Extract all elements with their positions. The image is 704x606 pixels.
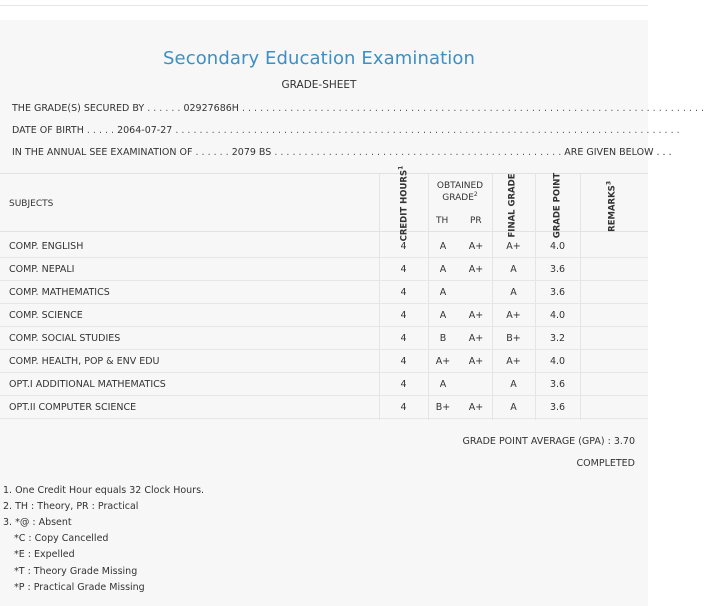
- th-cell: A: [439, 287, 447, 298]
- final-cell: A: [510, 287, 517, 298]
- credit-cell: 4: [400, 310, 407, 321]
- final-cell: A+: [506, 356, 521, 367]
- final-grade-header: FINAL GRADE: [507, 173, 518, 238]
- obtained-grade-header: OBTAINED GRADE$^2$: [436, 181, 484, 203]
- detail-label: IN THE ANNUAL SEE EXAMINATION OF: [12, 147, 193, 158]
- detail-label: THE GRADE(S) SECURED BY: [12, 103, 145, 114]
- table-row: [0, 304, 648, 327]
- grade-point-header: GRADE POINT: [552, 172, 563, 239]
- gp-cell: 4.0: [549, 310, 566, 321]
- gp-cell: 3.6: [549, 264, 566, 275]
- gp-cell: 3.6: [549, 287, 566, 298]
- table-row: [0, 350, 648, 373]
- credit-cell: 4: [400, 287, 407, 298]
- pr-cell: A+: [468, 241, 484, 252]
- pr-cell: A+: [468, 310, 484, 321]
- detail-trail: ARE GIVEN BELOW . . .: [564, 147, 672, 158]
- detail-label: DATE OF BIRTH: [12, 125, 84, 136]
- th-header: TH: [436, 216, 449, 226]
- remarks-header: REMARKS$^3$: [605, 180, 618, 232]
- note-item: *E : Expelled: [14, 549, 75, 560]
- th-cell: A: [439, 264, 447, 275]
- dob-value: 2064-07-27: [117, 125, 173, 136]
- subject-cell: COMP. MATHEMATICS: [9, 287, 110, 298]
- credit-cell: 4: [400, 241, 407, 252]
- gp-cell: 3.6: [549, 402, 566, 413]
- table-row: [0, 281, 648, 304]
- subjects-header: SUBJECTS: [9, 199, 54, 209]
- pr-cell: A+: [468, 264, 484, 275]
- th-cell: B: [439, 333, 447, 344]
- credit-cell: 4: [400, 402, 407, 413]
- gp-cell: 3.2: [549, 333, 566, 344]
- note-item: *T : Theory Grade Missing: [14, 566, 138, 577]
- table-row: [0, 327, 648, 350]
- subject-cell: COMP. ENGLISH: [9, 241, 84, 252]
- note-item: *C : Copy Cancelled: [14, 533, 109, 544]
- th-cell: A: [439, 241, 447, 252]
- credit-cell: 4: [400, 356, 407, 367]
- credit-cell: 4: [400, 264, 407, 275]
- gpa-summary: GRADE POINT AVERAGE (GPA) : 3.70: [462, 436, 635, 447]
- note-item: 1. One Credit Hour equals 32 Clock Hours.: [3, 485, 205, 496]
- final-cell: A+: [506, 241, 521, 252]
- note-item: 2. TH : Theory, PR : Practical: [3, 501, 139, 512]
- note-item: *P : Practical Grade Missing: [14, 582, 145, 593]
- symbol-number-value: 02927686H: [183, 103, 239, 114]
- grade-sheet: [0, 20, 704, 606]
- credit-hours-header: CREDIT HOURS$^1$: [397, 165, 410, 242]
- pr-cell: A+: [468, 356, 484, 367]
- detail-secured-by: THE GRADE(S) SECURED BY . . . . . . 02927686H . . . . . . . . . . . . . . . . . . . . . . . . . . . . . . . . . . . . . . . . . . . . . . . . . . . . . . . . . . . . . . . . . . . . . . . . . . . . .: [12, 103, 704, 114]
- grade-sheet-heading: GRADE-SHEET: [281, 79, 357, 91]
- table-row: [0, 258, 648, 281]
- credit-cell: 4: [400, 379, 407, 390]
- subject-cell: COMP. SOCIAL STUDIES: [9, 333, 121, 344]
- top-bar: [0, 0, 648, 6]
- th-cell: A: [439, 379, 447, 390]
- th-cell: A: [439, 310, 447, 321]
- pr-cell: A+: [468, 333, 484, 344]
- pr-header: PR: [470, 216, 482, 226]
- credit-cell: 4: [400, 333, 407, 344]
- table-row: [0, 396, 648, 419]
- note-item: 3. *@ : Absent: [3, 517, 72, 528]
- detail-dob: DATE OF BIRTH . . . . . 2064-07-27 . . . . . . . . . . . . . . . . . . . . . . . . . . . . . . . . . . . . . . . . . . . . . . . . . . . . . . . . . . . . . . . . . . . . . . . . . . . . . . . . . . . .: [12, 125, 680, 136]
- subject-cell: OPT.II COMPUTER SCIENCE: [9, 402, 137, 413]
- final-cell: A: [510, 264, 517, 275]
- subject-cell: COMP. SCIENCE: [9, 310, 83, 321]
- final-cell: A+: [506, 310, 521, 321]
- subject-cell: COMP. NEPALI: [9, 264, 75, 275]
- th-cell: A+: [435, 356, 451, 367]
- gp-cell: 4.0: [549, 356, 566, 367]
- gp-cell: 3.6: [549, 379, 566, 390]
- subject-cell: COMP. HEALTH, POP & ENV EDU: [9, 356, 160, 367]
- final-cell: A: [510, 379, 517, 390]
- final-cell: A: [510, 402, 517, 413]
- gp-cell: 4.0: [549, 241, 566, 252]
- table-header-border: [0, 231, 648, 232]
- exam-year-value: 2079 BS: [231, 147, 272, 158]
- result-status: COMPLETED: [576, 458, 635, 469]
- pr-cell: A+: [468, 402, 484, 413]
- th-cell: B+: [435, 402, 451, 413]
- table-row: [0, 235, 648, 258]
- table-row: [0, 373, 648, 396]
- detail-exam: IN THE ANNUAL SEE EXAMINATION OF . . . . . . 2079 BS . . . . . . . . . . . . . . . . . . . . . . . . . . . . . . . . . . . . . . . . . . . . . . . . ARE GIVEN BELOW . . .: [12, 147, 672, 158]
- exam-title: Secondary Education Examination: [163, 48, 475, 69]
- subject-cell: OPT.I ADDITIONAL MATHEMATICS: [9, 379, 166, 390]
- table-top-border: [0, 173, 648, 174]
- final-cell: B+: [506, 333, 521, 344]
